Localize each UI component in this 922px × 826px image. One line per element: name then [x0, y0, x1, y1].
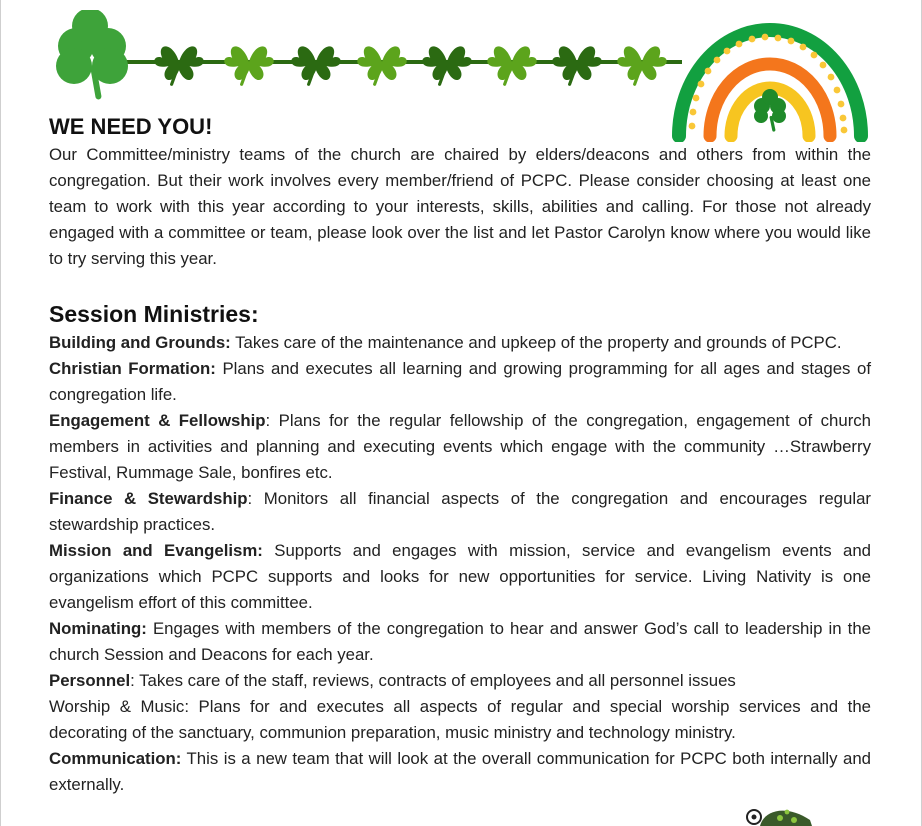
- ministry-entry-worship-music: [49, 694, 871, 746]
- ministry-desc: This is a new team that will look at the overall communication for PCPC both internally and externally.: [49, 749, 871, 794]
- shamrock-icon: [291, 46, 340, 86]
- shamrock-icon: [56, 10, 128, 100]
- ministry-term: Personnel: [49, 671, 131, 690]
- ministry-desc: Plans and executes all learning and growing programming for all ages and stages of congregation life.: [49, 359, 871, 404]
- ministry-desc: Supports and engages with mission, service and evangelism events and organizations which PCPC supports and looks for new opportunities for service. Living Nativity is one evangelism effort of this committee.: [49, 541, 871, 612]
- shamrock-icon: [617, 46, 666, 86]
- ministry-desc: : Takes care of the staff, reviews, contracts of employees and all personnel issues: [130, 671, 736, 690]
- ministry-term: Building and Grounds:: [49, 333, 231, 352]
- ministry-term: Finance & Stewardship: [49, 489, 248, 508]
- ministry-term: Christian Formation:: [49, 359, 216, 378]
- ministry-entry-building-grounds: [49, 330, 871, 356]
- shamrock-icon: [154, 46, 203, 86]
- ministry-term: Mission and Evangelism:: [49, 541, 263, 560]
- ministry-desc: Engages with members of the congregation to hear and answer God’s call to leadership in the church Session and Deacons for each year.: [49, 619, 871, 664]
- ministry-entry-nominating: [49, 616, 871, 668]
- ministry-desc: : Monitors all financial aspects of the congregation and encourages regular stewardship practices.: [49, 489, 871, 534]
- ministry-desc: Takes care of the maintenance and upkeep of the property and grounds of PCPC.: [230, 333, 842, 352]
- shamrock-icon: [422, 46, 471, 86]
- section-title: Session Ministries:: [49, 301, 259, 327]
- shamrock-icon: [224, 46, 273, 86]
- ladybug-icon: [740, 800, 820, 826]
- shamrock-icon: [552, 46, 601, 86]
- intro-title: WE NEED YOU!: [49, 114, 213, 139]
- ministry-entry-finance-stewardship: [49, 486, 871, 538]
- ministry-entry-personnel: [49, 668, 871, 694]
- shamrock-icon: [357, 46, 406, 86]
- ministry-entry-engagement-fellowship: [49, 408, 871, 486]
- ministry-desc: : Plans for the regular fellowship of the congregation, engagement of church members in activities and planning and executing events which engage with the community …Strawberry Festival, Rummage Sale, bonfires etc.: [49, 411, 872, 482]
- ministry-term: Nominating:: [49, 619, 147, 638]
- ministry-entry-christian-formation: [49, 356, 871, 408]
- ministry-entry-mission-evangelism: [49, 538, 871, 616]
- ministry-desc: Worship & Music: Plans for and executes all aspects of regular and special worship services and the decorating of the sanctuary, communion preparation, music ministry and technology ministry.: [49, 697, 871, 742]
- page-edge-left: [0, 0, 1, 826]
- document-body: [49, 112, 871, 798]
- intro-paragraph: Our Committee/ministry teams of the church are chaired by elders/deacons and others from within the congregation. But their work involves every member/friend of PCPC. Please consider choosing at least one team to work with this year according to your interests, skills, abilities and calling. For those not already engaged with a committee or team, please look over the list and let Pastor Carolyn know where you would like to try serving this year.: [49, 145, 871, 268]
- shamrock-banner: [44, 10, 684, 106]
- ministry-entry-communication: [49, 746, 871, 798]
- ministry-term: Engagement & Fellowship: [49, 411, 266, 430]
- shamrock-icon: [487, 46, 536, 86]
- ministry-term: Communication:: [49, 749, 182, 768]
